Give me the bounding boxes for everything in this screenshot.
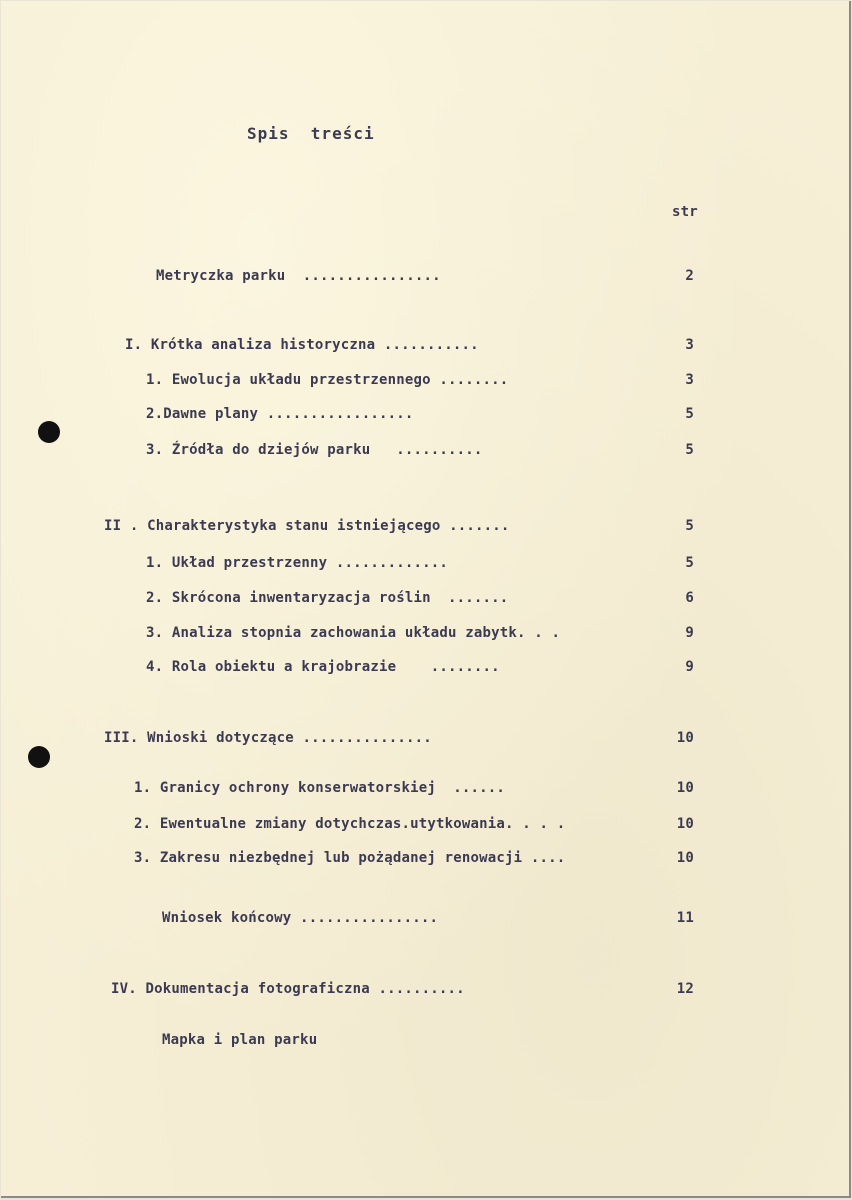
toc-entry-label: Metryczka parku ................: [156, 268, 441, 284]
toc-entry-page: 10: [676, 780, 694, 796]
page-title: Spis treści: [247, 124, 375, 143]
toc-entry-label: 2. Skrócona inwentaryzacja roślin .......: [146, 590, 509, 606]
toc-entry-page: 3: [685, 337, 694, 353]
toc-entry-page: 5: [685, 555, 694, 571]
toc-entry-label: III. Wnioski dotyczące ...............: [104, 730, 432, 746]
toc-entry-page: 10: [676, 730, 694, 746]
toc-entry-page: 10: [676, 850, 694, 866]
toc-entry-page: 5: [685, 406, 694, 422]
toc-entry-page: 5: [685, 518, 694, 534]
toc-entry-label: II . Charakterystyka stanu istniejącego .......: [104, 518, 510, 534]
toc-entry-page: 9: [685, 625, 694, 641]
toc-entry-label: IV. Dokumentacja fotograficzna ..........: [111, 981, 465, 997]
toc-entry-label: 1. Granicy ochrony konserwatorskiej ......: [134, 780, 506, 796]
toc-entry-page: 2: [685, 268, 694, 284]
toc-entry-label: 3. Źródła do dziejów parku ..........: [146, 442, 483, 458]
toc-entry-label: Mapka i plan parku: [162, 1032, 318, 1048]
toc-entry-label: 4. Rola obiektu a krajobrazie ........: [146, 659, 500, 675]
toc-entry-label: 2. Ewentualne zmiany dotychczas.utytkowania. . . .: [134, 816, 566, 832]
toc-entry-label: 1. Układ przestrzenny .............: [146, 555, 449, 571]
document-page: [1, 1, 851, 1198]
toc-entry-page: 10: [676, 816, 694, 832]
toc-entry-page: 5: [685, 442, 694, 458]
toc-entry-page: 11: [676, 910, 694, 926]
toc-entry-page: 12: [676, 981, 694, 997]
punch-hole-top: [38, 421, 60, 443]
toc-entry-label: 2.Dawne plany .................: [146, 406, 414, 422]
toc-entry-label: Wniosek końcowy ................: [162, 910, 439, 926]
toc-entry-label: I. Krótka analiza historyczna ...........: [125, 337, 479, 353]
toc-entry-label: 3. Zakresu niezbędnej lub pożądanej renowacji ....: [134, 850, 566, 866]
toc-entry-label: 3. Analiza stopnia zachowania układu zabytk. . .: [146, 625, 561, 641]
toc-entry-page: 9: [685, 659, 694, 675]
toc-entry-label: 1. Ewolucja układu przestrzennego ........: [146, 372, 509, 388]
punch-hole-bottom: [28, 746, 50, 768]
page-column-header: str: [672, 204, 698, 220]
toc-entry-page: 3: [685, 372, 694, 388]
toc-entry-page: 6: [685, 590, 694, 606]
